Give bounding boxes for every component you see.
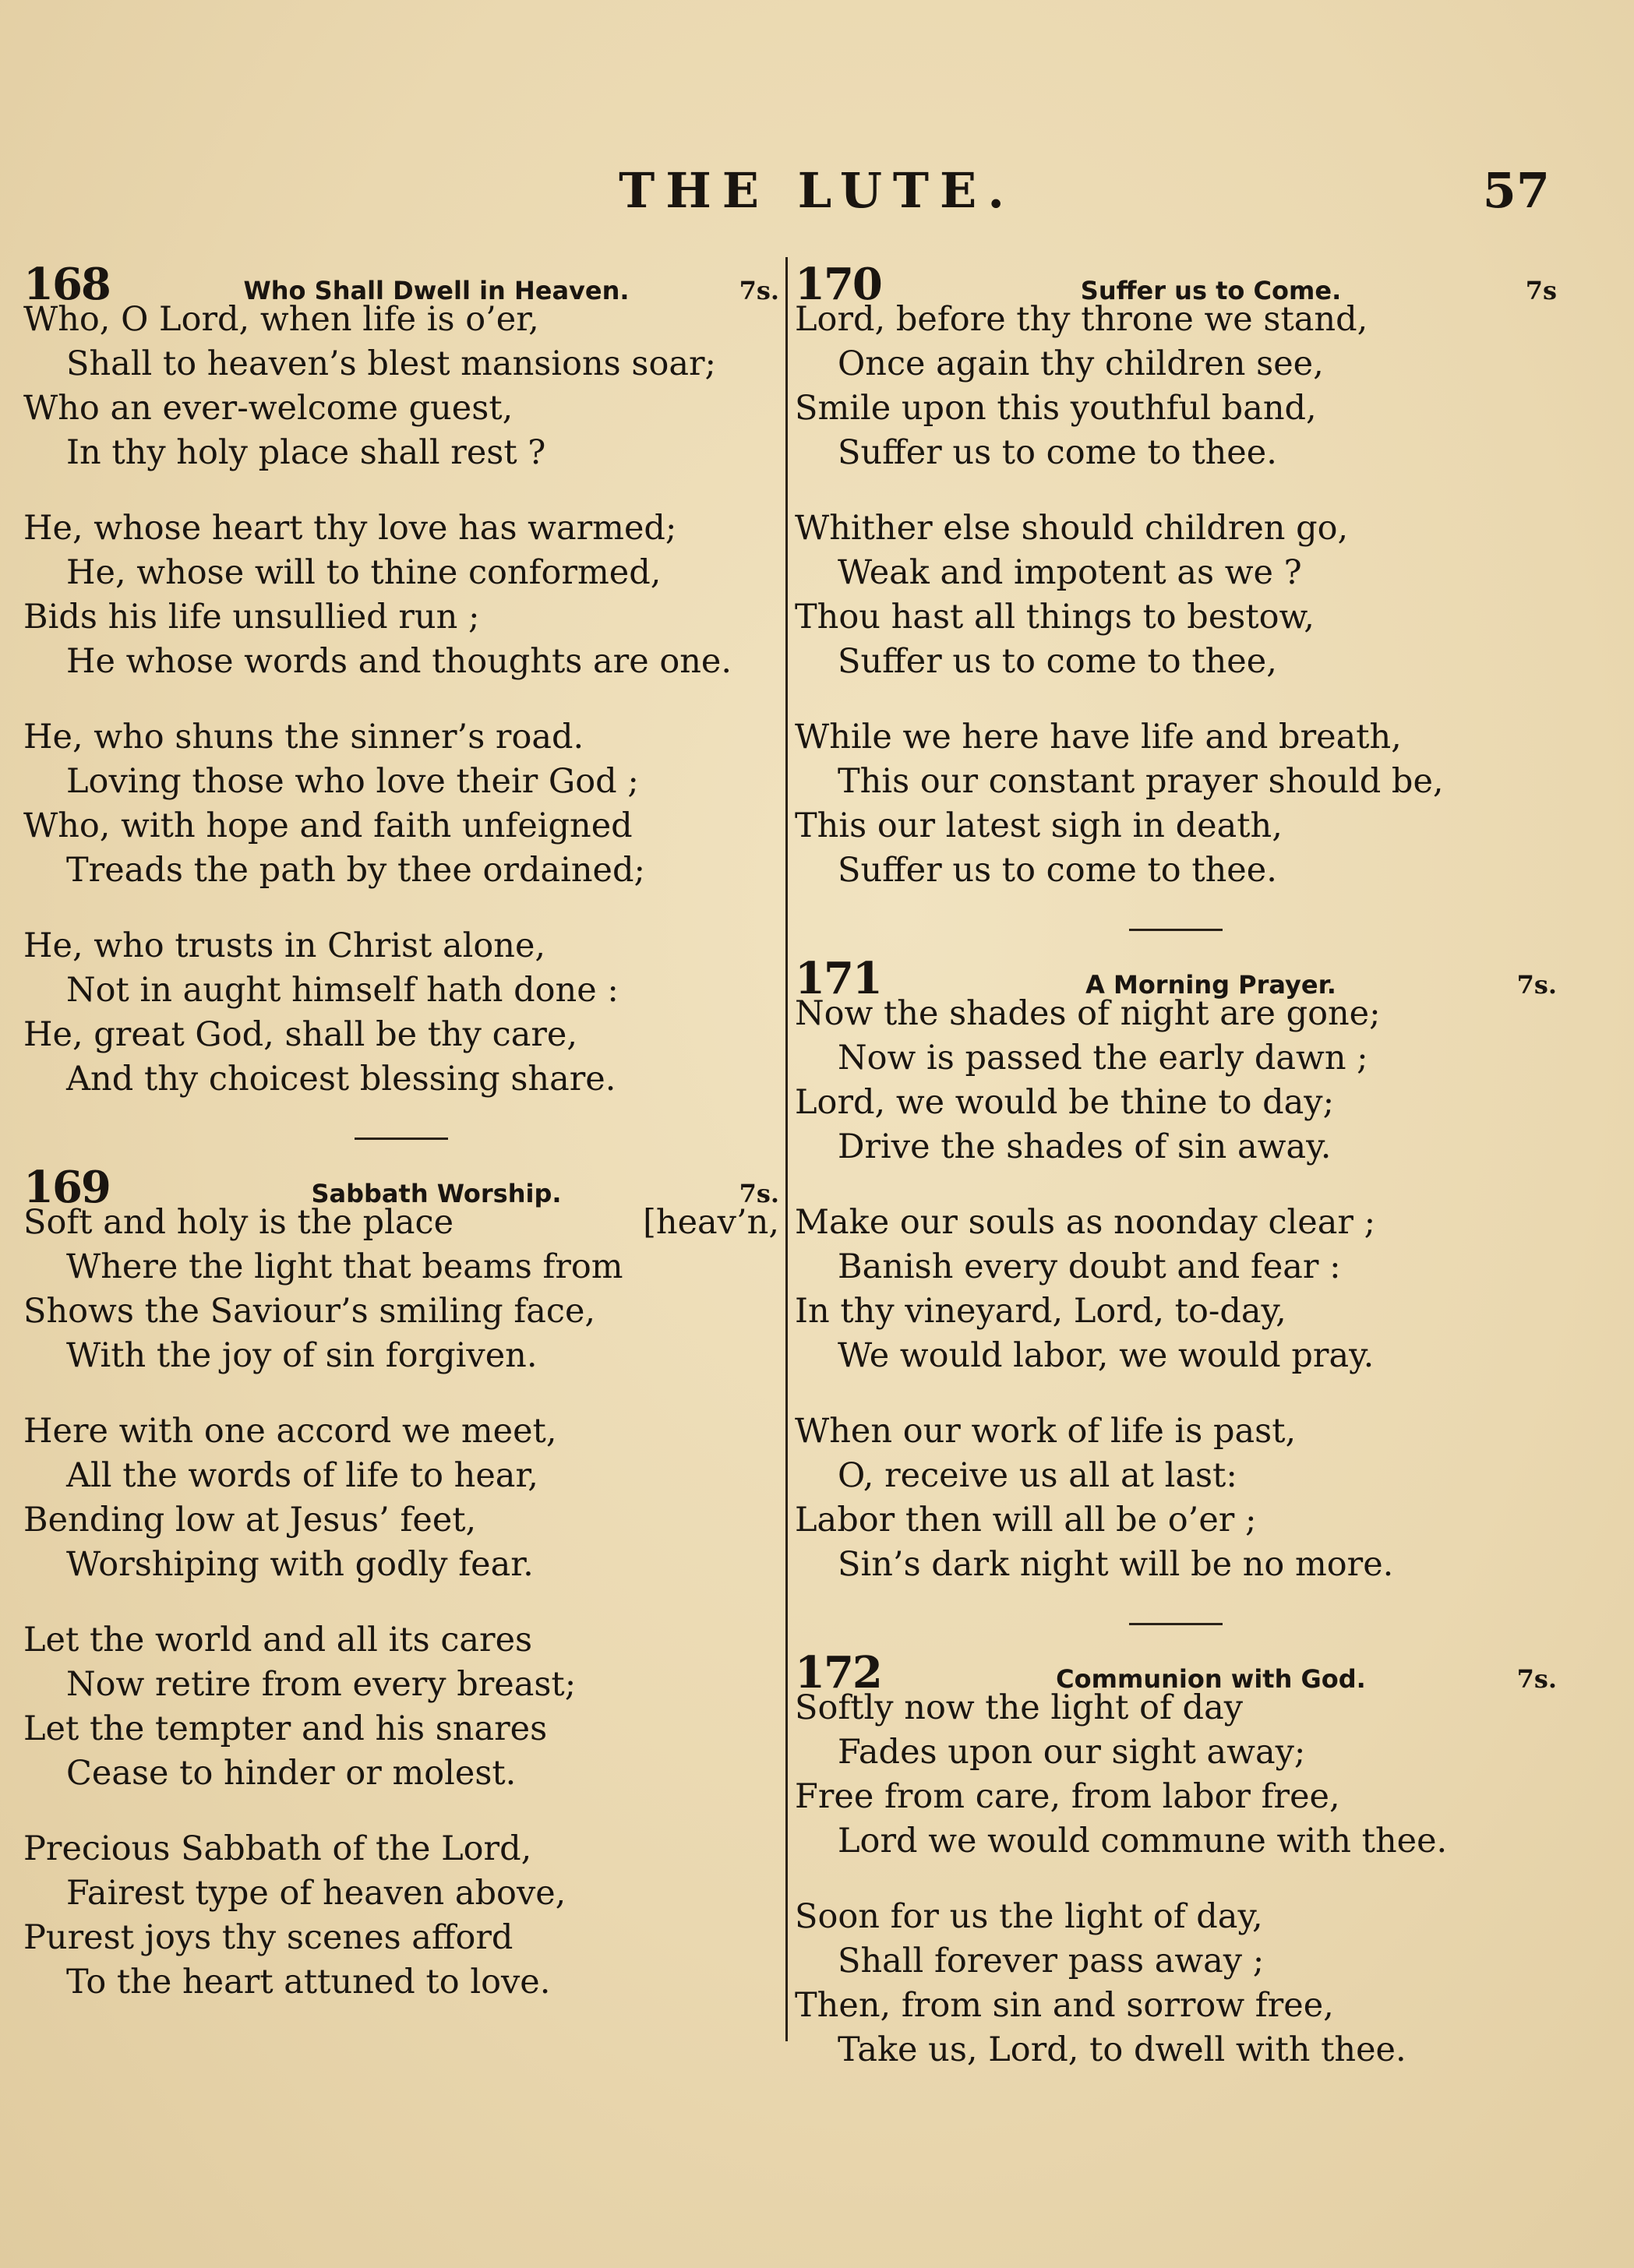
verse-line: Here with one accord we meet, (23, 1412, 557, 1451)
hymn-172 (795, 1647, 1557, 2072)
verse-line: Let the tempter and his snares (23, 1709, 548, 1748)
verse-line: Treads the path by thee ordained; (66, 851, 646, 890)
verse-line: Now the shades of night are gone; (795, 994, 1381, 1033)
hymn-number: 171 (795, 953, 881, 1004)
verse-line: Suffer us to come to thee. (838, 851, 1277, 890)
verse-line: Now is passed the early dawn ; (838, 1039, 1368, 1078)
verse-line: Not in aught himself hath done : (66, 971, 619, 1010)
hymn-170 (795, 259, 1557, 893)
verse-line: Cease to hinder or molest. (66, 1754, 517, 1793)
verse-line: When our work of life is past, (795, 1412, 1297, 1451)
verse-line: Bids his life unsullied run ; (23, 598, 480, 637)
verse-text: Soft and holy is the place (23, 1203, 454, 1242)
turnover-text: [heav’n, (643, 1203, 779, 1242)
verse-line: Lord we would commune with thee. (838, 1822, 1448, 1861)
verse-line: Suffer us to come to thee, (838, 642, 1277, 681)
verse-line: All the words of life to hear, (66, 1456, 538, 1495)
hymn-168 (23, 259, 779, 1102)
verse-line: Softly now the light of day (795, 1688, 1243, 1727)
verse-line: He, who trusts in Christ alone, (23, 926, 546, 965)
verse-line: Purest joys thy scenes afford (23, 1918, 513, 1957)
verse-line: Now retire from every breast; (66, 1665, 577, 1704)
stanza (795, 1201, 1557, 1378)
verse-line: This our latest sigh in death, (795, 806, 1283, 845)
verse-line: Once again thy children see, (838, 344, 1324, 383)
verse-line: Lord, before thy throne we stand, (795, 300, 1368, 339)
stanza (795, 1409, 1557, 1587)
verse-line: Fades upon our sight away; (838, 1733, 1306, 1772)
verse-line: He, whose will to thine conformed, (66, 553, 662, 592)
verse-line: Shall forever pass away ; (838, 1942, 1265, 1981)
stanza (23, 1618, 779, 1796)
verse-line: Who, with hope and faith unfeigned (23, 806, 633, 845)
stanza (795, 992, 1557, 1169)
verse-line: Worshiping with godly fear. (66, 1545, 534, 1584)
hymn-meter: 7s. (739, 1179, 779, 1208)
hymn-title: Sabbath Worship. (311, 1179, 562, 1208)
verse-line: Loving those who love their God ; (66, 762, 639, 801)
verse-line: Bending low at Jesus’ feet, (23, 1501, 477, 1540)
verse-line: He, great God, shall be thy care, (23, 1015, 578, 1054)
verse-line: He whose words and thoughts are one. (66, 642, 732, 681)
hymn-separator (355, 1138, 448, 1140)
verse-line: And thy choicest blessing share. (66, 1060, 616, 1099)
verse-line: While we here have life and breath, (795, 718, 1402, 757)
hymn-title: A Morning Prayer. (1085, 970, 1336, 1000)
verse-line: Precious Sabbath of the Lord, (23, 1829, 532, 1868)
verse-line: Who an ever-welcome guest, (23, 389, 513, 428)
hymn-title: Suffer us to Come. (1080, 276, 1342, 305)
hymn-169 (23, 1162, 779, 2005)
verse-line: Shall to heaven’s blest mansions soar; (66, 344, 717, 383)
stanza (23, 1201, 779, 1378)
hymn-title: Who Shall Dwell in Heaven. (243, 276, 630, 305)
right-column (795, 259, 1557, 2072)
hymn-meter: 7s (1525, 276, 1557, 305)
hymn-header (795, 259, 1557, 310)
verse-line: Whither else should children go, (795, 509, 1349, 548)
verse-line: With the joy of sin forgiven. (66, 1336, 538, 1375)
verse-line: In thy holy place shall rest ? (66, 433, 546, 472)
verse-line: Shows the Saviour’s smiling face, (23, 1292, 596, 1331)
hymn-title: Communion with God. (1056, 1664, 1366, 1694)
verse-line: Let the world and all its cares (23, 1621, 533, 1660)
verse-line: Fairest type of heaven above, (66, 1874, 566, 1913)
hymn-171 (795, 953, 1557, 1587)
hymn-header (23, 1162, 779, 1213)
verse-line: Smile upon this youthful band, (795, 389, 1317, 428)
hymn-separator (1129, 1623, 1223, 1625)
stanza (23, 1409, 779, 1587)
hymn-header (795, 1647, 1557, 1698)
verse-line: He, who shuns the sinner’s road. (23, 718, 584, 757)
verse-line: Lord, we would be thine to day; (795, 1083, 1335, 1122)
hymn-meter: 7s. (1516, 970, 1557, 1000)
stanza (23, 298, 779, 475)
hymn-header (23, 259, 779, 310)
hymn-number: 170 (795, 259, 881, 310)
stanza (795, 1686, 1557, 1864)
verse-line: Make our souls as noonday clear ; (795, 1203, 1376, 1242)
stanza (795, 506, 1557, 684)
stanza (795, 715, 1557, 893)
page-number: 57 (1482, 162, 1550, 219)
verse-line: Banish every doubt and fear : (838, 1247, 1341, 1286)
verse-line: In thy vineyard, Lord, to-day, (795, 1292, 1286, 1331)
stanza (23, 1827, 779, 2005)
stanza (23, 715, 779, 893)
verse-line: This our constant prayer should be, (838, 762, 1444, 801)
verse-line: Where the light that beams from (66, 1247, 623, 1286)
hymn-meter: 7s. (739, 276, 779, 305)
verse-line: To the heart attuned to love. (66, 1963, 551, 2002)
verse-line: Drive the shades of sin away. (838, 1127, 1332, 1166)
verse-line: We would labor, we would pray. (838, 1336, 1375, 1375)
verse-line: Sin’s dark night will be no more. (838, 1545, 1394, 1584)
hymn-separator (1129, 929, 1223, 931)
hymn-number: 168 (23, 259, 110, 310)
stanza (23, 506, 779, 684)
running-header: THE LUTE. (619, 162, 1015, 219)
verse-line: Take us, Lord, to dwell with thee. (838, 2030, 1406, 2069)
verse-line: Soon for us the light of day, (795, 1897, 1263, 1936)
left-column (23, 259, 779, 2005)
verse-line: He, whose heart thy love has warmed; (23, 509, 677, 548)
verse-line: Thou hast all things to bestow, (795, 598, 1315, 637)
verse-line: Weak and impotent as we ? (838, 553, 1302, 592)
hymn-meter: 7s. (1516, 1664, 1557, 1694)
verse-line: O, receive us all at last: (838, 1456, 1237, 1495)
verse-line: Who, O Lord, when life is o’er, (23, 300, 539, 339)
column-divider (785, 257, 788, 2041)
verse-line: Suffer us to come to thee. (838, 433, 1277, 472)
verse-line: Free from care, from labor free, (795, 1777, 1340, 1816)
verse-line: Then, from sin and sorrow free, (795, 1986, 1334, 2025)
stanza (23, 924, 779, 1102)
hymn-number: 172 (795, 1647, 881, 1698)
verse-line: Labor then will all be o’er ; (795, 1501, 1257, 1540)
stanza (795, 1895, 1557, 2072)
stanza (795, 298, 1557, 475)
hymn-number: 169 (23, 1162, 110, 1213)
hymn-header (795, 953, 1557, 1004)
